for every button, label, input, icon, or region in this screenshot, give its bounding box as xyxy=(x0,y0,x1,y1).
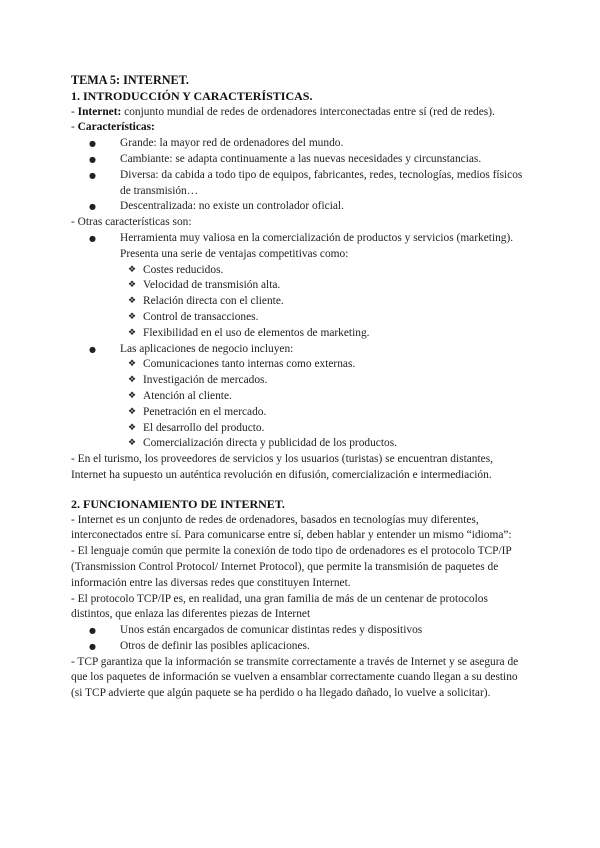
list-item: ● Grande: la mayor red de ordenadores del mundo. xyxy=(71,136,531,152)
list-item: ❖ Atención al cliente. xyxy=(71,389,531,405)
list-item: ❖ El desarrollo del producto. xyxy=(71,421,531,437)
tema-title: TEMA 5: INTERNET. xyxy=(71,73,189,87)
caracteristicas-heading: - Características: xyxy=(71,121,155,134)
protocol-bullets xyxy=(71,623,531,655)
aplicaciones-list xyxy=(71,357,531,452)
list-item: ❖ Comercialización directa y publicidad de los productos. xyxy=(71,436,531,452)
caracteristicas-list xyxy=(71,136,531,215)
list-item: ❖ Control de transacciones. xyxy=(71,310,531,326)
document-content xyxy=(71,73,531,702)
paragraph: - El protocolo TCP/IP es, en realidad, una gran familia de más de un centenar de protocolos distintos, que enlaza las diferentes piezas de Internet xyxy=(71,592,488,621)
internet-definition: - Internet: conjunto mundial de redes de ordenadores interconectadas entre sí (red de redes). xyxy=(71,105,495,118)
ventajas-list xyxy=(71,263,531,342)
list-item: ❖ Costes reducidos. xyxy=(71,263,531,279)
otras-list xyxy=(71,231,531,247)
internet-def-text: conjunto mundial de redes de ordenadores interconectadas entre sí (red de redes). xyxy=(124,105,495,118)
list-item: ● Cambiante: se adapta continuamente a las nuevas necesidades y circunstancias. xyxy=(71,152,531,168)
otras-intro: - Otras características son: xyxy=(71,216,192,229)
section-spacer xyxy=(71,484,531,497)
herramienta-continuation: Presenta una serie de ventajas competitivas como: xyxy=(120,247,349,260)
list-item: ❖ Velocidad de transmisión alta. xyxy=(71,278,531,294)
aplicaciones-list-head xyxy=(71,342,531,358)
aplicaciones-item: ● Las aplicaciones de negocio incluyen: xyxy=(71,342,531,358)
herramienta-item: ● Herramienta muy valiosa en la comercialización de productos y servicios (marketing). xyxy=(71,231,531,247)
list-item: ❖ Investigación de mercados. xyxy=(71,373,531,389)
list-item: ❖ Relación directa con el cliente. xyxy=(71,294,531,310)
paragraph: - TCP garantiza que la información se transmite correctamente a través de Internet y se asegura de que los paquetes de información se vuelven a ensamblar correctamente cuando llegan a su destino (si TCP advierte que algún paquete se ha perdido o ha llegado dañado, lo vuelve a solicitar). xyxy=(71,655,519,700)
list-item: ❖ Flexibilidad en el uso de elementos de marketing. xyxy=(71,326,531,342)
caracteristicas-label: Características: xyxy=(77,121,155,134)
list-item: ● Unos están encargados de comunicar distintas redes y dispositivos xyxy=(71,623,531,639)
list-item: ● Diversa: da cabida a todo tipo de equipos, fabricantes, redes, tecnologías, medios físicos de transmisión… xyxy=(71,168,531,200)
section2-title: 2. FUNCIONAMIENTO DE INTERNET. xyxy=(71,496,285,511)
list-item: ❖ Penetración en el mercado. xyxy=(71,405,531,421)
turismo-paragraph: - En el turismo, los proveedores de servicios y los usuarios (turistas) se encuentran distantes, Internet ha supuesto un auténtica revolución en difusión, comercialización e intermediación. xyxy=(71,453,493,481)
paragraph: - Internet es un conjunto de redes de ordenadores, basados en tecnologías muy diferentes, interconectados entre sí. Para comunicarse entre sí, deben hablar y entender un mismo “idioma”: xyxy=(71,513,512,542)
list-item: ● Otros de definir las posibles aplicaciones. xyxy=(71,639,531,655)
internet-label: Internet: xyxy=(77,105,122,118)
section1-title: 1. INTRODUCCIÓN Y CARACTERÍSTICAS. xyxy=(71,88,313,103)
paragraph: - El lenguaje común que permite la conexión de todo tipo de ordenadores es el protocolo TCP/IP (Transmission Control Protocol/ Internet Protocol), que permite la transmisión de paquetes de información entre las diversas redes que constituyen Internet. xyxy=(71,545,512,589)
list-item: ● Descentralizada: no existe un controlador oficial. xyxy=(71,199,531,215)
list-item: ❖ Comunicaciones tanto internas como externas. xyxy=(71,357,531,373)
